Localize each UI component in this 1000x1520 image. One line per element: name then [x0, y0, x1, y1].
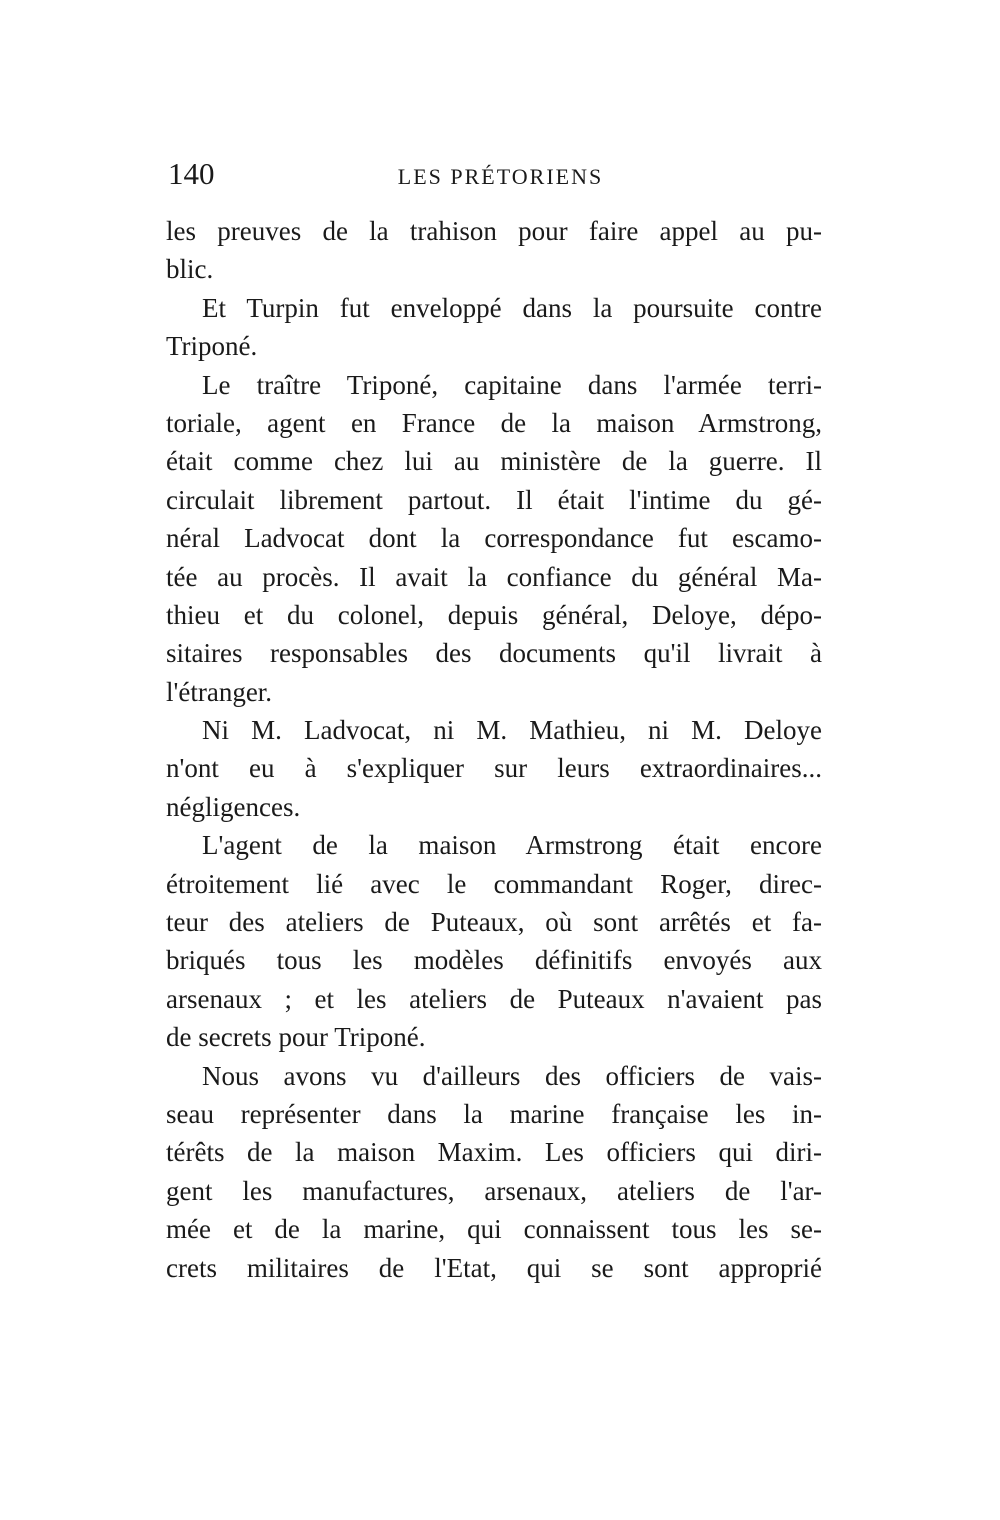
text-line: de secrets pour Triponé.	[166, 1022, 426, 1053]
text-line: blic.	[166, 254, 214, 285]
text-line: étroitement lié avec le commandant Roger, direc-	[166, 868, 822, 899]
running-head	[168, 150, 823, 200]
text-line: arsenaux ; et les ateliers de Puteaux n'avaient pas	[166, 983, 822, 1014]
body-text	[166, 212, 822, 1287]
text-line: n'ont eu à s'expliquer sur leurs extraordinaires...	[166, 753, 822, 784]
text-line: Ni M. Ladvocat, ni M. Mathieu, ni M. Deloye	[202, 715, 822, 746]
text-line: mée et de la marine, qui connaissent tous les se-	[166, 1214, 822, 1245]
running-title: LES PRÉTORIENS	[397, 164, 604, 189]
text-line: L'agent de la maison Armstrong était encore	[202, 830, 822, 861]
text-line: Et Turpin fut enveloppé dans la poursuite contre	[202, 292, 822, 323]
text-line: teur des ateliers de Puteaux, où sont arrêtés et fa-	[166, 907, 822, 938]
text-line: thieu et du colonel, depuis général, Deloye, dépo-	[166, 599, 822, 630]
text-line: gent les manufactures, arsenaux, ateliers de l'ar-	[166, 1175, 822, 1206]
page-number: 140	[168, 156, 215, 191]
text-line: Le traître Triponé, capitaine dans l'armée terri-	[202, 369, 822, 400]
text-line: seau représenter dans la marine française les in-	[166, 1098, 822, 1129]
text-line: circulait librement partout. Il était l'intime du gé-	[166, 484, 822, 515]
text-line: Triponé.	[166, 331, 258, 362]
text-line: térêts de la maison Maxim. Les officiers qui diri-	[166, 1137, 822, 1168]
text-line: l'étranger.	[166, 676, 273, 707]
text-line: toriale, agent en France de la maison Armstrong,	[166, 407, 822, 438]
text-line: Nous avons vu d'ailleurs des officiers de vais-	[202, 1060, 822, 1091]
text-line: était comme chez lui au ministère de la guerre. Il	[166, 446, 822, 477]
text-line: crets militaires de l'Etat, qui se sont approprié	[166, 1252, 822, 1283]
text-line: tée au procès. Il avait la confiance du général Ma-	[166, 561, 822, 592]
text-line: sitaires responsables des documents qu'il livrait à	[166, 638, 822, 669]
text-line: les preuves de la trahison pour faire appel au pu-	[166, 216, 822, 246]
text-line: négligences.	[166, 791, 301, 822]
text-line: briqués tous les modèles définitifs envoyés aux	[166, 945, 822, 976]
text-line: néral Ladvocat dont la correspondance fut escamo-	[166, 523, 822, 554]
